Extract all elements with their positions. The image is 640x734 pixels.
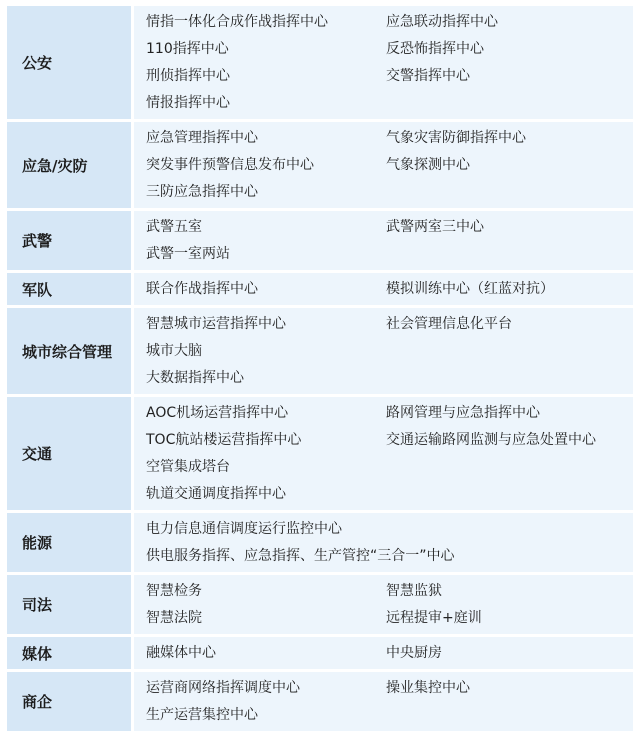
item-column	[386, 125, 633, 206]
category-items	[134, 575, 633, 634]
row-jiaotong	[7, 397, 633, 510]
list-item: 智慧法院	[146, 610, 202, 626]
category-items	[134, 6, 633, 119]
category-label: 公安	[7, 6, 131, 119]
list-item: 智慧城市运营指挥中心	[146, 316, 286, 332]
list-item: 110指挥中心	[146, 41, 229, 57]
item-column	[134, 516, 633, 570]
item-column	[386, 214, 633, 268]
row-chengshi	[7, 308, 633, 394]
command-center-table	[7, 6, 633, 734]
item-column	[386, 9, 633, 117]
list-item: 气象灾害防御指挥中心	[386, 130, 526, 146]
list-item: 武警五室	[146, 219, 202, 235]
list-item: 交通运输路网监测与应急处置中心	[386, 432, 596, 448]
row-gongan	[7, 6, 633, 119]
list-item: 城市大脑	[146, 343, 202, 359]
list-item: 刑侦指挥中心	[146, 68, 230, 84]
list-item: 情指一体化合成作战指挥中心	[146, 14, 328, 30]
row-jundui	[7, 273, 633, 305]
item-column	[134, 9, 386, 117]
list-item: 应急联动指挥中心	[386, 14, 498, 30]
list-item: 智慧监狱	[386, 583, 442, 599]
list-item: 生产运营集控中心	[146, 707, 258, 723]
list-item: 电力信息通信调度运行监控中心	[146, 521, 342, 537]
list-item: 社会管理信息化平台	[386, 316, 512, 332]
row-wujing	[7, 211, 633, 270]
category-label: 军队	[7, 273, 131, 305]
category-label: 媒体	[7, 637, 131, 669]
item-column	[386, 311, 633, 392]
list-item: 模拟训练中心（红蓝对抗）	[386, 281, 554, 297]
row-shangqi	[7, 672, 633, 731]
item-column	[134, 125, 386, 206]
list-item: 气象探测中心	[386, 157, 470, 173]
list-item: 融媒体中心	[146, 645, 216, 661]
item-column	[386, 578, 633, 632]
list-item: 三防应急指挥中心	[146, 184, 258, 200]
list-item: 大数据指挥中心	[146, 370, 244, 386]
list-item: 武警一室两站	[146, 246, 230, 262]
list-item: 运营商网络指挥调度中心	[146, 680, 300, 696]
category-label: 应急/灾防	[7, 122, 131, 208]
category-label: 司法	[7, 575, 131, 634]
category-items	[134, 308, 633, 394]
list-item: 轨道交通调度指挥中心	[146, 486, 286, 502]
list-item: 远程提审+庭训	[386, 610, 482, 626]
category-items	[134, 211, 633, 270]
category-items	[134, 273, 633, 305]
row-sifa	[7, 575, 633, 634]
list-item: AOC机场运营指挥中心	[146, 405, 289, 421]
category-label: 城市综合管理	[7, 308, 131, 394]
item-column	[134, 400, 386, 508]
list-item: 应急管理指挥中心	[146, 130, 258, 146]
item-column	[386, 675, 633, 729]
item-column	[386, 276, 633, 303]
list-item: 供电服务指挥、应急指挥、生产管控“三合一”中心	[146, 548, 455, 564]
list-item: 智慧检务	[146, 583, 202, 599]
list-item: TOC航站楼运营指挥中心	[146, 432, 302, 448]
item-column	[386, 640, 633, 667]
list-item: 反恐怖指挥中心	[386, 41, 484, 57]
row-yingji	[7, 122, 633, 208]
category-label: 商企	[7, 672, 131, 731]
item-column	[134, 675, 386, 729]
list-item: 突发事件预警信息发布中心	[146, 157, 314, 173]
list-item: 中央厨房	[386, 645, 442, 661]
category-label: 能源	[7, 513, 131, 572]
list-item: 情报指挥中心	[146, 95, 230, 111]
list-item: 交警指挥中心	[386, 68, 470, 84]
item-column	[134, 276, 386, 303]
category-items	[134, 637, 633, 669]
row-meiti	[7, 637, 633, 669]
item-column	[134, 311, 386, 392]
list-item: 武警两室三中心	[386, 219, 484, 235]
list-item: 操业集控中心	[386, 680, 470, 696]
list-item: 联合作战指挥中心	[146, 281, 258, 297]
category-items	[134, 672, 633, 731]
list-item: 路网管理与应急指挥中心	[386, 405, 540, 421]
category-items	[134, 122, 633, 208]
category-items	[134, 513, 633, 572]
row-nengyuan	[7, 513, 633, 572]
category-label: 武警	[7, 211, 131, 270]
item-column	[134, 578, 386, 632]
item-column	[386, 400, 633, 508]
category-items	[134, 397, 633, 510]
item-column	[134, 214, 386, 268]
list-item: 空管集成塔台	[146, 459, 230, 475]
category-label: 交通	[7, 397, 131, 510]
item-column	[134, 640, 386, 667]
